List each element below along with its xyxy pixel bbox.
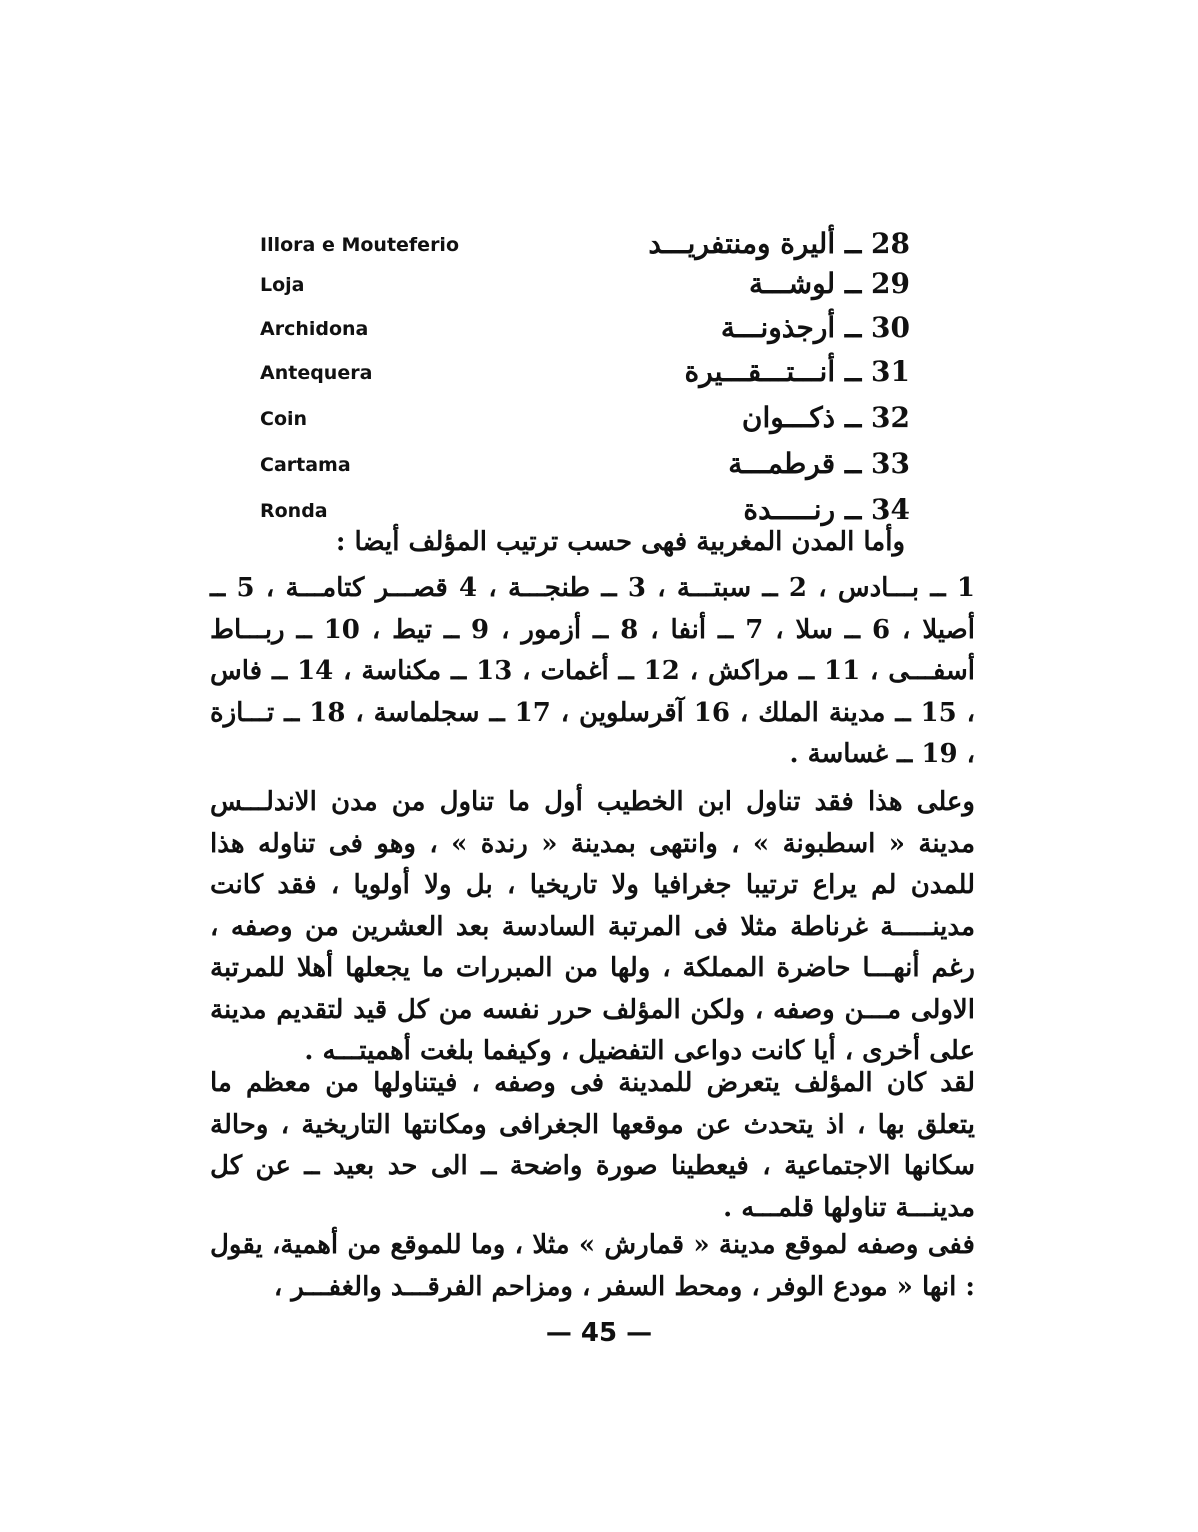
- paragraph: لقد كان المؤلف يتعرض للمدينة فى وصفه ، فيتناولها من معظم ما يتعلق بها ، اذ يتحدث عن موقعها الجغرافى ومكانتها التاريخية ، وحالة سكانها الاجتماعية ، فيعطينا صورة واضحة ــ الى حد بعيد ــ عن كل مدينـــة تناولها قلمـــه .: [210, 1068, 975, 1223]
- latin-name: Coin: [260, 408, 308, 430]
- list-item: [250, 390, 910, 434]
- latin-name: Loja: [260, 274, 305, 296]
- latin-name: Ronda: [260, 500, 328, 522]
- page-number: — 45 —: [545, 1318, 653, 1348]
- list-item: [250, 300, 910, 344]
- paragraph: ففى وصفه لموقع مدينة « قمارش » مثلا ، وما للموقع من أهمية، يقول : انها « مودع الوفر ، ومحط السفر ، ومزاحم الفرقـــد والغفـــر ،: [210, 1230, 975, 1302]
- latin-name: Cartama: [260, 454, 351, 476]
- arabic-name: 32 ــ ذكـــوان: [741, 401, 910, 434]
- list-item: [250, 256, 910, 300]
- arabic-name: 33 ــ قرطمـــة: [728, 447, 910, 480]
- paragraph: وعلى هذا فقد تناول ابن الخطيب أول ما تناول من مدن الاندلـــس مدينة « اسطبونة » ، وانتهى بمدينة « رندة » ، وهو فى تناوله هذا للمدن لم يراع ترتيبا جغرافيا ولا تاريخيا ، بل ولا أولويا ، فقد كانت مدينـــــة غرناطة مثلا فى المرتبة السادسة بعد العشرين من وصفه ، رغم أنهـــا حاضرة المملكة ، ولها من المبررات ما يجعلها أهلا للمرتبة الاولى مـــن وصفه ، ولكن المؤلف حرر نفسه من كل قيد لتقديم مدينة على أخرى ، أيا كانت دواعى التفضيل ، وكيفما بلغت أهميتـــه .: [210, 787, 975, 1066]
- list-item: [250, 344, 910, 388]
- list-item: [250, 216, 910, 260]
- arabic-name: 28 ــ أليرة ومنتفريـــد: [648, 227, 910, 260]
- arabic-name: 31 ــ أنـــتـــقـــيرة: [684, 355, 910, 388]
- intro-line: وأما المدن المغربية فهى حسب ترتيب المؤلف أيضا :: [335, 527, 905, 557]
- latin-name: Illora e Mouteferio: [260, 234, 459, 256]
- list-item: [250, 482, 910, 526]
- latin-name: Archidona: [260, 318, 369, 340]
- arabic-name: 34 ــ رنـــــدة: [743, 493, 910, 526]
- arabic-name: 29 ــ لوشـــة: [749, 267, 910, 300]
- arabic-name: 30 ــ أرجذونـــة: [720, 311, 910, 344]
- list-item: [250, 436, 910, 480]
- moroccan-cities-list: 1 ــ بـــادس ، 2 ــ سبتـــة ، 3 ــ طنجـــة ، 4 قصـــر كتامـــة ، 5 ــ أصيلا ، 6 ــ سلا ، 7 ــ أنفا ، 8 ــ أزمور ، 9 ــ تيط ، 10 ــ ربـــاط أسفـــى ، 11 ــ مراكش ، 12 ــ أغمات ، 13 ــ مكناسة ، 14 ــ فاس ، 15 ــ مدينة الملك ، 16 آقرسلوين ، 17 ــ سجلماسة ، 18 ــ تـــازة ، 19 ــ غساسة .: [210, 573, 975, 769]
- latin-name: Antequera: [260, 362, 373, 384]
